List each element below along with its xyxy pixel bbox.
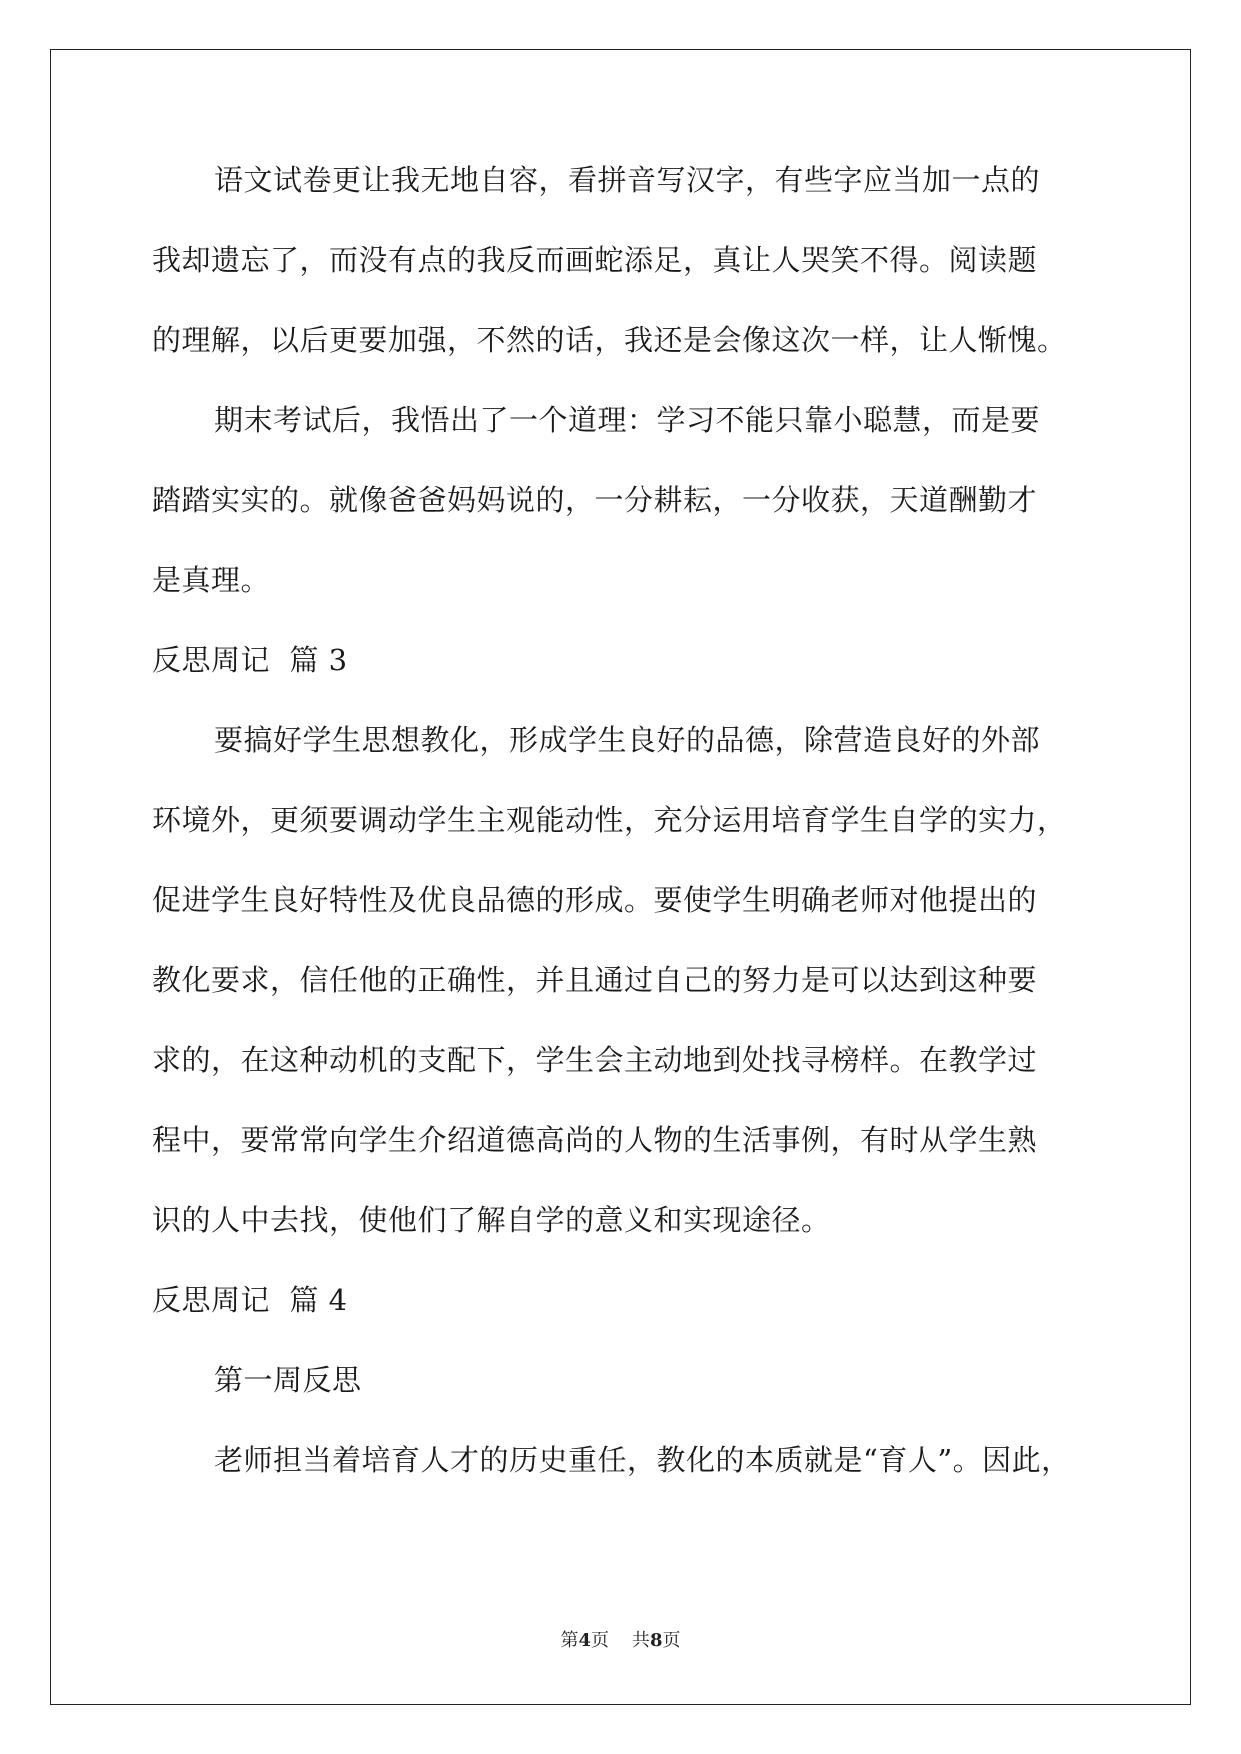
paragraph-line: 环境外，更须要调动学生主观能动性，充分运用培育学生自学的实力， [152,803,1067,837]
current-page-number: 4 [578,1630,592,1651]
paragraph-line: 我却遗忘了，而没有点的我反而画蛇添足，真让人哭笑不得。阅读题 [152,243,1038,277]
paragraph-line: 识的人中去找，使他们了解自学的意义和实现途径。 [152,1203,831,1237]
paragraph-line: 程中，要常常向学生介绍道德高尚的人物的生活事例，有时从学生熟 [152,1123,1038,1157]
page-footer [0,1626,1241,1652]
paragraph-line: 促进学生良好特性及优良品德的形成。要使学生明确老师对他提出的 [152,883,1038,917]
paragraph-line: 期末考试后，我悟出了一个道理：学习不能只靠小聪慧，而是要 [214,403,1041,437]
section-heading-4: 反思周记 篇 4 [152,1283,348,1317]
footer-mid: 页 共 [591,1630,650,1651]
footer-prefix: 第 [560,1630,579,1651]
paragraph-line: 求的，在这种动机的支配下，学生会主动地到处找寻榜样。在教学过 [152,1043,1038,1077]
paragraph-line: 踏踏实实的。就像爸爸妈妈说的，一分耕耘，一分收获，天道酬勤才 [152,483,1038,517]
subheading: 第一周反思 [214,1363,362,1397]
paragraph-line: 老师担当着培育人才的历史重任，教化的本质就是“育人”。因此， [214,1443,1071,1477]
paragraph-line: 是真理。 [152,563,271,597]
total-page-number: 8 [649,1630,663,1651]
section-heading-3: 反思周记 篇 3 [152,643,348,677]
paragraph-line: 教化要求，信任他的正确性，并且通过自己的努力是可以达到这种要 [152,963,1038,997]
paragraph-line: 语文试卷更让我无地自容，看拼音写汉字，有些字应当加一点的 [214,163,1041,197]
paragraph-line: 的理解，以后更要加强，不然的话，我还是会像这次一样，让人惭愧。 [152,323,1067,357]
footer-suffix: 页 [662,1630,681,1651]
paragraph-line: 要搞好学生思想教化，形成学生良好的品德，除营造良好的外部 [214,723,1041,757]
